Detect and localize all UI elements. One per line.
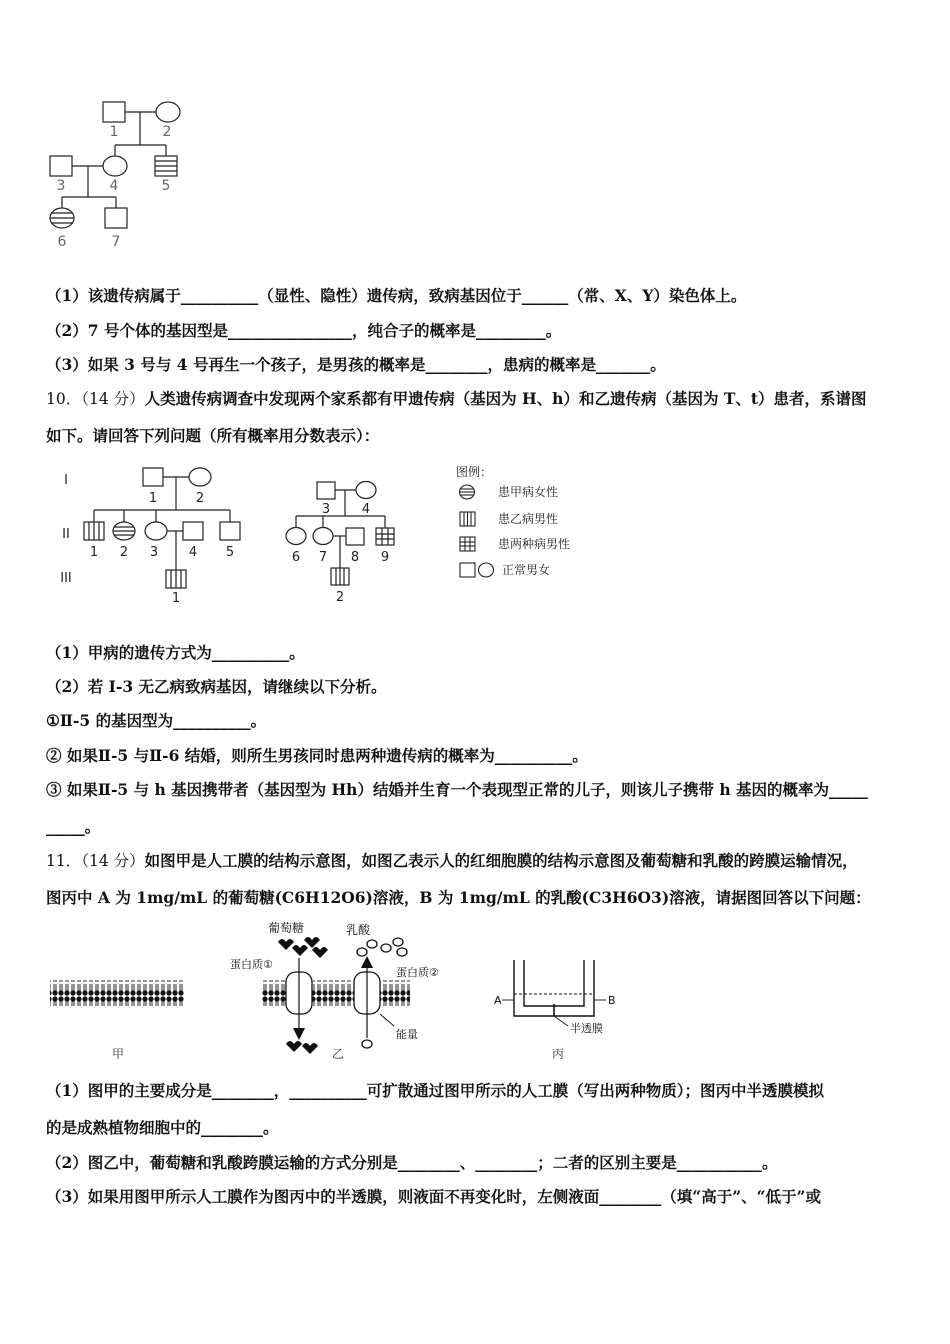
label-I-1: 1 (148, 491, 158, 506)
q11-part2: （2）图乙中，葡萄糖和乳酸跨膜运输的方式分别是________、________；二者的区别主要是___________。 (46, 1153, 778, 1172)
label-II-1: 1 (89, 545, 99, 560)
generation-II: II (62, 527, 70, 542)
label-II-4: 4 (188, 545, 198, 560)
right-9-affected-both-male (376, 528, 394, 545)
label-right-III-2: 2 (335, 590, 345, 605)
label-right-6: 6 (291, 550, 301, 565)
rbc-membrane (262, 980, 410, 1006)
legend-item-3: 患两种病男性 (498, 537, 571, 551)
label-2: 2 (162, 124, 172, 140)
q10-number: 10． (46, 390, 82, 408)
individual-4-female (103, 156, 127, 176)
legend-normal-female-icon (479, 563, 494, 577)
label-II-5: 5 (225, 545, 235, 560)
q9-part3: （3）如果 3 号与 4 号再生一个孩子，是男孩的概率是________，患病的概率是_______。 (46, 355, 666, 374)
lactic-acid-molecule-bottom (362, 1040, 372, 1048)
glucose-arrow-down (293, 1028, 305, 1040)
individual-2-female (156, 102, 180, 122)
label-jia: 甲 (112, 1047, 125, 1061)
q10-part2: （2）若 I-3 无乙病致病基因，请继续以下分析。 (46, 677, 387, 696)
q11-points: （14 分） (81, 852, 145, 870)
label-B: B (608, 994, 616, 1007)
generation-I: I (64, 473, 68, 488)
q10-stem-line2: 如下。请回答下列问题（所有概率用分数表示）： (46, 426, 380, 445)
label-right-8: 8 (350, 550, 360, 565)
lactic-arrow-up (361, 956, 373, 968)
label-7: 7 (111, 234, 121, 250)
label-energy: 能量 (396, 1028, 418, 1041)
membrane-figure (46, 918, 646, 1068)
I-2-female (189, 468, 211, 486)
q10-part5: ③ 如果Ⅱ-5 与 h 基因携带者（基因型为 Hh）结婚并生育一个表现型正常的儿子，则该儿子携带 h 基因的概率为_____ (46, 780, 868, 799)
label-5: 5 (161, 178, 171, 194)
legend-item-2: 患乙病男性 (498, 512, 559, 526)
legend-title: 图例： (456, 465, 493, 479)
II-4-male (183, 522, 203, 540)
label-protein-1: 蛋白质① (230, 958, 273, 971)
glucose-molecules-top (278, 937, 328, 958)
q11-stem-text: 如图甲是人工膜的结构示意图，如图乙表示人的红细胞膜的结构示意图及葡萄糖和乳酸的跨膜运输情况， (144, 851, 858, 870)
q10-part5-cont: _____。 (46, 817, 101, 836)
label-II-3: 3 (149, 545, 159, 560)
label-yi: 乙 (332, 1047, 345, 1061)
label-glucose: 葡萄糖 (268, 921, 305, 935)
q10-stem-text: 人类遗传病调查中发现两个家系都有甲遗传病（基因为 H、h）和乙遗传病（基因为 T、t）患者，系谱图 (144, 389, 867, 408)
q11-part1: （1）图甲的主要成分是________，__________可扩散通过图甲所示的人工膜（写出两种物质）；图丙中半透膜模拟 (46, 1081, 825, 1100)
right-3-male (317, 482, 335, 499)
pedigree-chart-2-left (50, 458, 260, 606)
right-7-female (313, 528, 333, 545)
individual-1-male (103, 102, 125, 122)
pedigree-legend (452, 460, 612, 590)
legend-normal-male-icon (460, 563, 475, 577)
legend-affected-both-male-icon (460, 537, 475, 551)
q10-part3: ①Ⅱ-5 的基因型为__________。 (46, 711, 267, 730)
label-right-3: 3 (321, 502, 331, 517)
label-lactic-acid: 乳酸 (346, 923, 371, 937)
q10-stem (46, 389, 916, 409)
glucose-molecules-bottom (286, 1041, 318, 1054)
q10-part4: ② 如果Ⅱ-5 与Ⅱ-6 结婚，则所生男孩同时患两种遗传病的概率为__________。 (46, 746, 588, 765)
q10-points: （14 分） (81, 390, 145, 408)
label-3: 3 (56, 178, 66, 194)
q11-part3: （3）如果用图甲所示人工膜作为图丙中的半透膜，则液面不再变化时，左侧液面________（填“高于”、“低于”或 (46, 1187, 821, 1206)
right-8-male (346, 528, 364, 545)
right-6-female (286, 528, 306, 545)
label-I-2: 2 (195, 491, 205, 506)
lactic-acid-molecules-top (357, 938, 407, 956)
label-6: 6 (57, 234, 67, 250)
generation-III: III (60, 571, 72, 586)
q9-part2: （2）7 号个体的基因型是________________，纯合子的概率是_________。 (46, 321, 562, 340)
label-III-1: 1 (171, 591, 181, 606)
II-5-male (220, 522, 240, 540)
legend-item-4: 正常男女 (502, 563, 551, 577)
label-A: A (494, 994, 502, 1007)
q10-part1: （1）甲病的遗传方式为__________。 (46, 643, 305, 662)
label-II-2: 2 (119, 545, 129, 560)
pedigree-chart-2-right (283, 470, 413, 606)
individual-7-male (105, 208, 127, 228)
artificial-membrane (50, 980, 184, 1006)
q11-number: 11． (46, 852, 82, 870)
label-right-7: 7 (318, 550, 328, 565)
individual-3-male (50, 156, 72, 176)
q11-stem (46, 851, 916, 871)
q9-part1: （1）该遗传病属于__________（显性、隐性）遗传病，致病基因位于______（常、X、Y）染色体上。 (46, 286, 747, 305)
q11-stem-line2: 图丙中 A 为 1mg/mL 的葡萄糖(C6H12O6)溶液，B 为 1mg/mL 的乳酸(C3H6O3)溶液，请据图回答以下问题： (46, 888, 871, 907)
label-bing: 丙 (552, 1047, 565, 1061)
label-1: 1 (109, 124, 119, 140)
label-4: 4 (109, 178, 119, 194)
q11-part1-cont: 的是成熟植物细胞中的________。 (46, 1118, 279, 1137)
pedigree-chart-1 (40, 92, 200, 252)
II-3-female (145, 522, 167, 540)
label-right-4: 4 (361, 502, 371, 517)
legend-item-1: 患甲病女性 (498, 485, 559, 499)
label-protein-2: 蛋白质② (396, 966, 439, 979)
right-4-female (356, 482, 376, 499)
label-right-9: 9 (380, 550, 390, 565)
I-1-male (143, 468, 163, 486)
label-semipermeable-membrane: 半透膜 (570, 1022, 603, 1035)
